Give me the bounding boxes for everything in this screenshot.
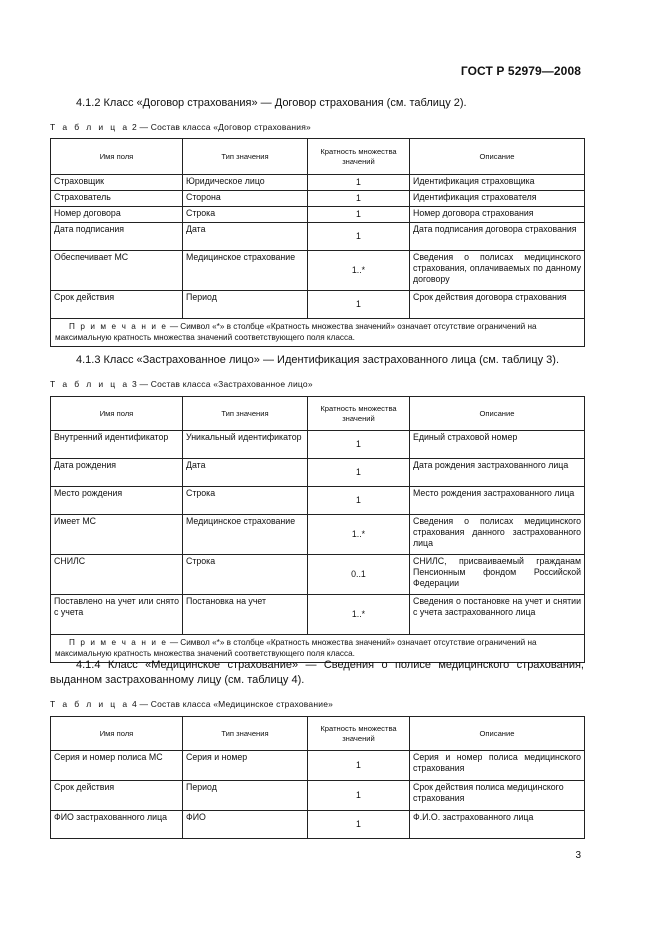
cell-value-type: Период [183,781,308,811]
table-row [51,191,585,207]
table-3 [50,396,585,663]
cell-multiplicity: 1 [308,811,410,839]
table-note [51,319,585,347]
cell-multiplicity: 1 [308,191,410,207]
note-text: — Символ «*» в столбце «Кратность множества значений» означает отсутствие ограничений на максимальную кратность множества значений соответствующего поля класса. [55,638,537,658]
cell-description: Дата подписания договора страхования [410,223,585,251]
page-header: ГОСТ Р 52979—2008 [460,64,581,78]
header-field-name: Имя поля [51,139,183,175]
cell-description: Идентификация страхователя [410,191,585,207]
cell-value-type: Период [183,291,308,319]
cell-value-type: Строка [183,487,308,515]
note-label: П р и м е ч а н и е [69,638,168,647]
header-description: Описание [410,397,585,431]
cell-field-name: СНИЛС [51,555,183,595]
cell-field-name: Дата подписания [51,223,183,251]
table-row [51,595,585,635]
cell-value-type: Серия и номер [183,751,308,781]
table-caption-text: 3 — Состав класса «Застрахованное лицо» [129,379,313,389]
table-4-caption [50,699,333,709]
table-label: Т а б л и ц а [50,122,130,132]
table-4 [50,716,585,839]
cell-multiplicity: 1 [308,207,410,223]
table-row [51,175,585,191]
cell-multiplicity: 1..* [308,251,410,291]
table-header-row [51,397,585,431]
cell-multiplicity: 0..1 [308,555,410,595]
header-value-type: Тип значения [183,397,308,431]
cell-description: Единый страховой номер [410,431,585,459]
table-row [51,207,585,223]
note-label: П р и м е ч а н и е [69,322,168,331]
cell-value-type: Сторона [183,191,308,207]
table-label: Т а б л и ц а [50,379,130,389]
section-heading-4-1-4: 4.1.4 Класс «Медицинское страхование» — Сведения о полисе медицинского страхования, выданном застрахованному лицу (см. таблицу 4). [50,659,584,686]
cell-description: Срок действия договора страхования [410,291,585,319]
cell-field-name: Дата рождения [51,459,183,487]
header-field-name: Имя поля [51,717,183,751]
header-field-name: Имя поля [51,397,183,431]
table-label: Т а б л и ц а [50,699,130,709]
table-row [51,291,585,319]
cell-value-type: Медицинское страхование [183,515,308,555]
table-row [51,431,585,459]
table-row [51,487,585,515]
table-2 [50,138,585,347]
table-row [51,223,585,251]
cell-description: Срок действия полиса медицинского страхования [410,781,585,811]
cell-multiplicity: 1 [308,431,410,459]
table-row [51,459,585,487]
cell-multiplicity: 1 [308,223,410,251]
header-multiplicity: Кратность множества значений [308,717,410,751]
table-header-row [51,717,585,751]
cell-description: Серия и номер полиса медицинского страхования [410,751,585,781]
cell-multiplicity: 1 [308,781,410,811]
cell-multiplicity: 1..* [308,515,410,555]
table-caption-text: 4 — Состав класса «Медицинское страхование» [129,699,334,709]
page-number: 3 [575,850,581,861]
cell-multiplicity: 1..* [308,595,410,635]
header-value-type: Тип значения [183,717,308,751]
header-multiplicity: Кратность множества значений [308,397,410,431]
cell-field-name: Срок действия [51,291,183,319]
cell-value-type: Дата [183,459,308,487]
cell-value-type: Дата [183,223,308,251]
table-row [51,811,585,839]
header-value-type: Тип значения [183,139,308,175]
cell-multiplicity: 1 [308,487,410,515]
table-note-row [51,319,585,347]
cell-field-name: ФИО застрахованного лица [51,811,183,839]
cell-field-name: Поставлено на учет или снято с учета [51,595,183,635]
cell-value-type: Строка [183,555,308,595]
cell-field-name: Серия и номер полиса МС [51,751,183,781]
table-caption-text: 2 — Состав класса «Договор страхования» [129,122,311,132]
section-heading-4-1-3: 4.1.3 Класс «Застрахованное лицо» — Идентификация застрахованного лица (см. таблицу 3). [76,354,560,366]
cell-value-type: Медицинское страхование [183,251,308,291]
cell-multiplicity: 1 [308,175,410,191]
header-multiplicity: Кратность множества значений [308,139,410,175]
cell-multiplicity: 1 [308,291,410,319]
cell-field-name: Внутренний идентификатор [51,431,183,459]
cell-description: СНИЛС, присваиваемый гражданам Пенсионным фондом Российской Федерации [410,555,585,595]
cell-description: Сведения о полисах медицинского страхования, оплачиваемых по данному договору [410,251,585,291]
cell-multiplicity: 1 [308,751,410,781]
table-3-caption [50,379,313,389]
cell-value-type: Уникальный идентификатор [183,431,308,459]
table-row [51,515,585,555]
cell-description: Ф.И.О. застрахованного лица [410,811,585,839]
cell-field-name: Срок действия [51,781,183,811]
section-heading-4-1-2: 4.1.2 Класс «Договор страхования» — Договор страхования (см. таблицу 2). [76,97,467,109]
cell-field-name: Страхователь [51,191,183,207]
cell-description: Дата рождения застрахованного лица [410,459,585,487]
cell-multiplicity: 1 [308,459,410,487]
cell-value-type: Юридическое лицо [183,175,308,191]
table-row [51,251,585,291]
cell-description: Место рождения застрахованного лица [410,487,585,515]
cell-field-name: Номер договора [51,207,183,223]
table-row [51,751,585,781]
cell-value-type: ФИО [183,811,308,839]
header-description: Описание [410,139,585,175]
cell-field-name: Имеет МС [51,515,183,555]
note-text: — Символ «*» в столбце «Кратность множества значений» означает отсутствие ограничений на максимальную кратность множества значений соответствующего поля класса. [55,322,537,342]
header-description: Описание [410,717,585,751]
table-row [51,781,585,811]
cell-description: Сведения о полисах медицинского страхования данного застрахованного лица [410,515,585,555]
table-2-caption [50,122,311,132]
cell-description: Сведения о постановке на учет и снятии с учета застрахованного лица [410,595,585,635]
table-header-row [51,139,585,175]
cell-description: Номер договора страхования [410,207,585,223]
cell-field-name: Обеспечивает МС [51,251,183,291]
cell-description: Идентификация страховщика [410,175,585,191]
table-row [51,555,585,595]
cell-value-type: Постановка на учет [183,595,308,635]
cell-value-type: Строка [183,207,308,223]
cell-field-name: Место рождения [51,487,183,515]
cell-field-name: Страховщик [51,175,183,191]
